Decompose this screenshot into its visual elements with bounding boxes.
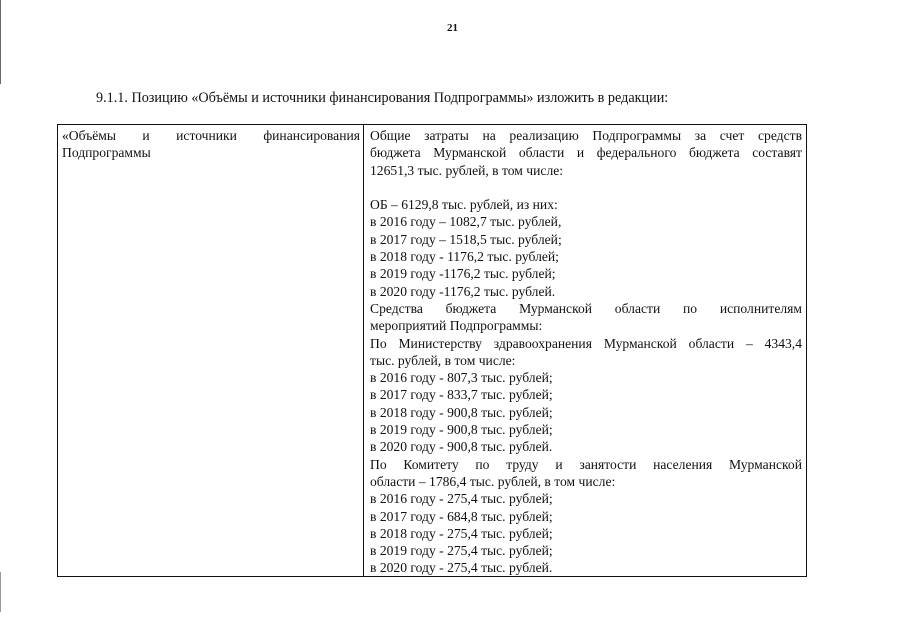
table-cell-position-name	[58, 125, 364, 576]
right-line: 12651,3 тыс. рублей, в том числе:	[370, 162, 564, 178]
right-line: в 2020 году - 900,8 тыс. рублей.	[370, 439, 553, 455]
right-line: в 2018 году - 275,4 тыс. рублей;	[370, 525, 553, 541]
right-line: в 2019 году -1176,2 тыс. рублей;	[370, 266, 556, 282]
right-line: в 2017 году - 684,8 тыс. рублей;	[370, 508, 553, 524]
right-line: тыс. рублей, в том числе:	[370, 352, 516, 368]
scan-edge-top	[0, 0, 1, 84]
scan-edge-bottom	[0, 572, 1, 612]
right-line: бюджета Мурманской области и федерального бюджета составят	[370, 145, 802, 161]
right-line: ОБ – 6129,8 тыс. рублей, из них:	[370, 197, 558, 213]
right-line: в 2017 году - 833,7 тыс. рублей;	[370, 387, 553, 403]
right-line: в 2019 году - 275,4 тыс. рублей;	[370, 543, 553, 559]
right-line: в 2017 году – 1518,5 тыс. рублей;	[370, 231, 562, 247]
blank-line	[370, 179, 802, 196]
right-line: Общие затраты на реализацию Подпрограммы за счет средств	[370, 128, 802, 143]
intro-paragraph: 9.1.1. Позицию «Объёмы и источники финансирования Подпрограммы» изложить в редакции:	[96, 90, 669, 106]
right-line: в 2016 году - 807,3 тыс. рублей;	[370, 370, 553, 386]
right-line: в 2020 году - 275,4 тыс. рублей.	[370, 560, 553, 576]
right-line: в 2020 году -1176,2 тыс. рублей.	[370, 283, 556, 299]
right-line: По Министерству здравоохранения Мурманской области – 4343,4	[370, 335, 802, 351]
left-line: «Объёмы и источники финансирования	[62, 128, 360, 143]
right-line: Средства бюджета Мурманской области по исполнителям	[370, 300, 802, 316]
right-line: в 2016 году - 275,4 тыс. рублей;	[370, 491, 553, 507]
right-line: в 2018 году - 900,8 тыс. рублей;	[370, 404, 553, 420]
table-cell-position-value	[364, 125, 806, 576]
right-line: в 2019 году - 900,8 тыс. рублей;	[370, 422, 553, 438]
right-line: в 2018 году - 1176,2 тыс. рублей;	[370, 249, 559, 265]
right-line: мероприятий Подпрограммы:	[370, 318, 543, 334]
right-line: области – 1786,4 тыс. рублей, в том числе:	[370, 473, 616, 489]
page-number: 21	[447, 22, 458, 34]
left-line: Подпрограммы	[62, 145, 151, 161]
right-line: По Комитету по труду и занятости населения Мурманской	[370, 456, 802, 472]
funding-table	[57, 124, 807, 577]
right-line: в 2016 году – 1082,7 тыс. рублей,	[370, 214, 562, 230]
